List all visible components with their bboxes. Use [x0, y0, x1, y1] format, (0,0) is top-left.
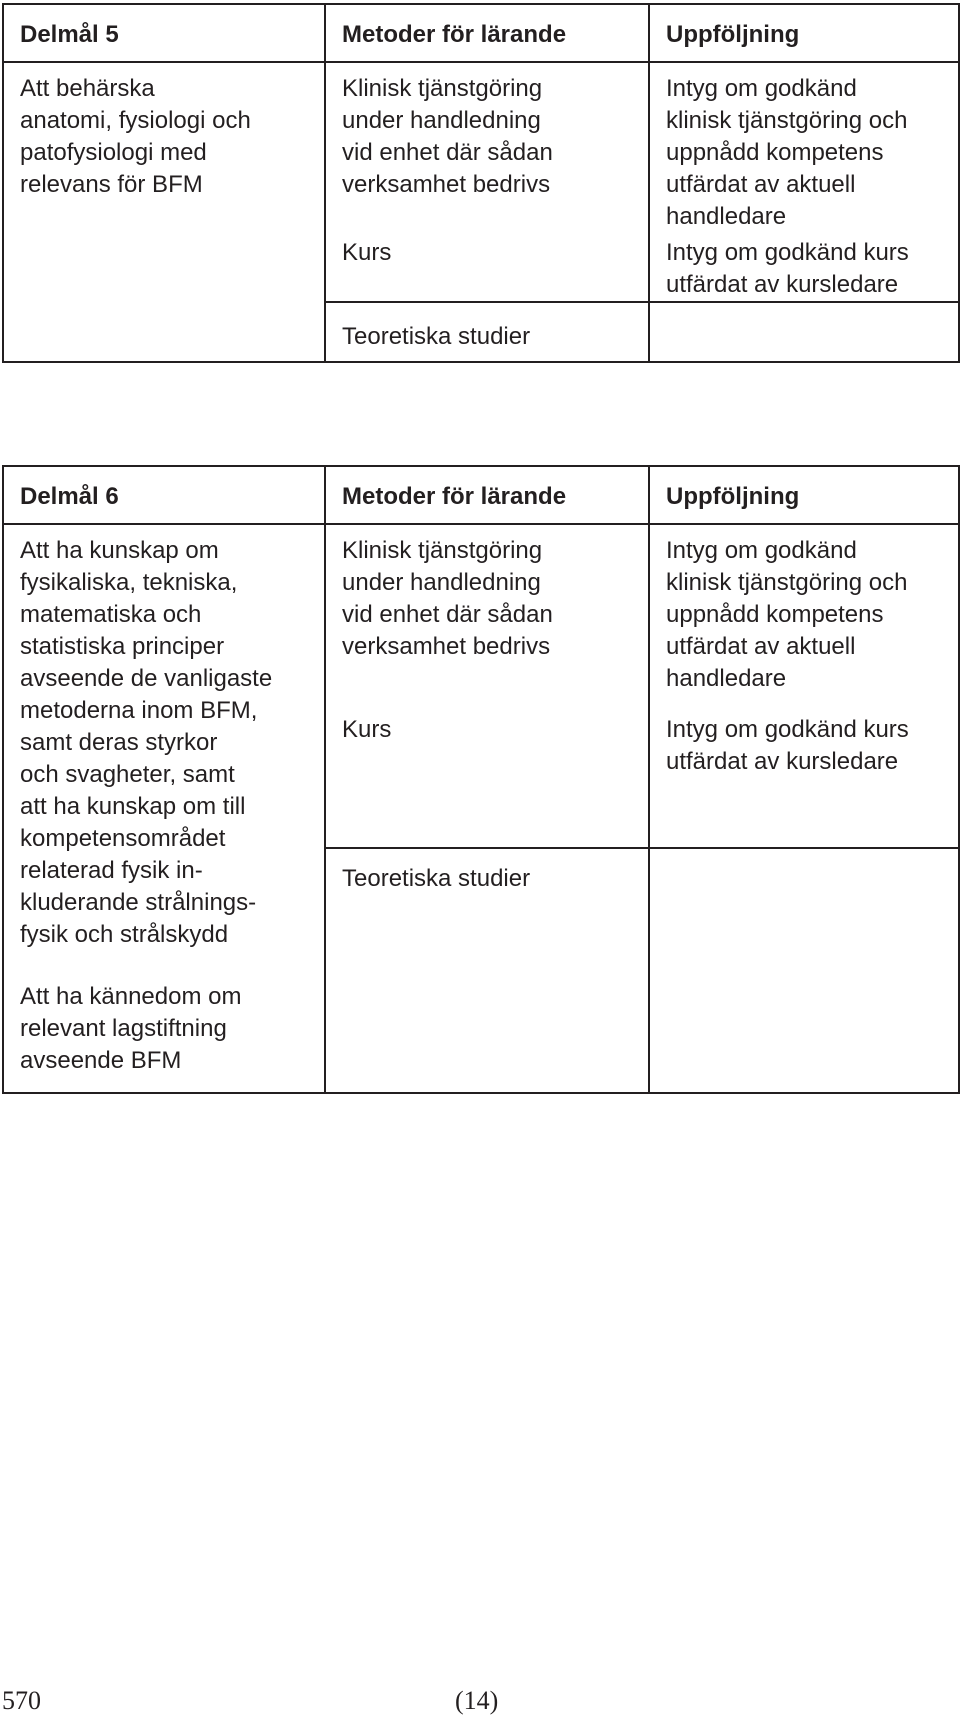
goal-column-header: Delmål 6 — [3, 466, 325, 524]
followup-cell-theory — [649, 848, 959, 1093]
followup-cell-course: Intyg om godkänd kurs utfärdat av kursledare — [649, 233, 959, 302]
goal-cell-physics: Att ha kunskap om fysikaliska, tekniska, matematiska och statistiska principer avseende de vanligaste metoderna inom BFM, samt deras styrkor och svagheter, samt att ha kunskap om till kompetensområdet relaterad fysik in- kluderande strålnings- fysik och strålskydd — [3, 524, 325, 951]
method-cell-course: Kurs — [325, 704, 649, 848]
delmal-6-table — [2, 465, 960, 1094]
page-count: (14) — [455, 1686, 499, 1715]
method-cell-course: Kurs — [325, 233, 649, 302]
table-row — [3, 524, 959, 704]
methods-column-header: Metoder för lärande — [325, 466, 649, 524]
page-number: 570 — [2, 1686, 41, 1715]
followup-cell-course: Intyg om godkänd kurs utfärdat av kursledare — [649, 704, 959, 848]
followup-cell-clinical: Intyg om godkänd klinisk tjänstgöring och uppnådd kompetens utfärdat av aktuell handledare — [649, 524, 959, 704]
table-header-row — [3, 4, 959, 62]
methods-column-header: Metoder för lärande — [325, 4, 649, 62]
method-cell-clinical: Klinisk tjänstgöring under handledning vid enhet där sådan verksamhet bedrivs — [325, 524, 649, 704]
table-header-row — [3, 466, 959, 524]
goal-cell-legislation: Att ha kännedom om relevant lagstiftning avseende BFM — [3, 951, 325, 1093]
method-cell-theory: Teoretiska studier — [325, 848, 649, 1093]
followup-column-header: Uppföljning — [649, 4, 959, 62]
method-cell-theory: Teoretiska studier — [325, 302, 649, 362]
followup-cell-clinical: Intyg om godkänd klinisk tjänstgöring och uppnådd kompetens utfärdat av aktuell handledare — [649, 62, 959, 233]
method-cell-clinical: Klinisk tjänstgöring under handledning vid enhet där sådan verksamhet bedrivs — [325, 62, 649, 233]
followup-cell-theory — [649, 302, 959, 362]
followup-column-header: Uppföljning — [649, 466, 959, 524]
goal-column-header: Delmål 5 — [3, 4, 325, 62]
delmal-5-table — [2, 3, 960, 363]
table-row — [3, 62, 959, 233]
goal-cell: Att behärska anatomi, fysiologi och patofysiologi med relevans för BFM — [3, 62, 325, 362]
